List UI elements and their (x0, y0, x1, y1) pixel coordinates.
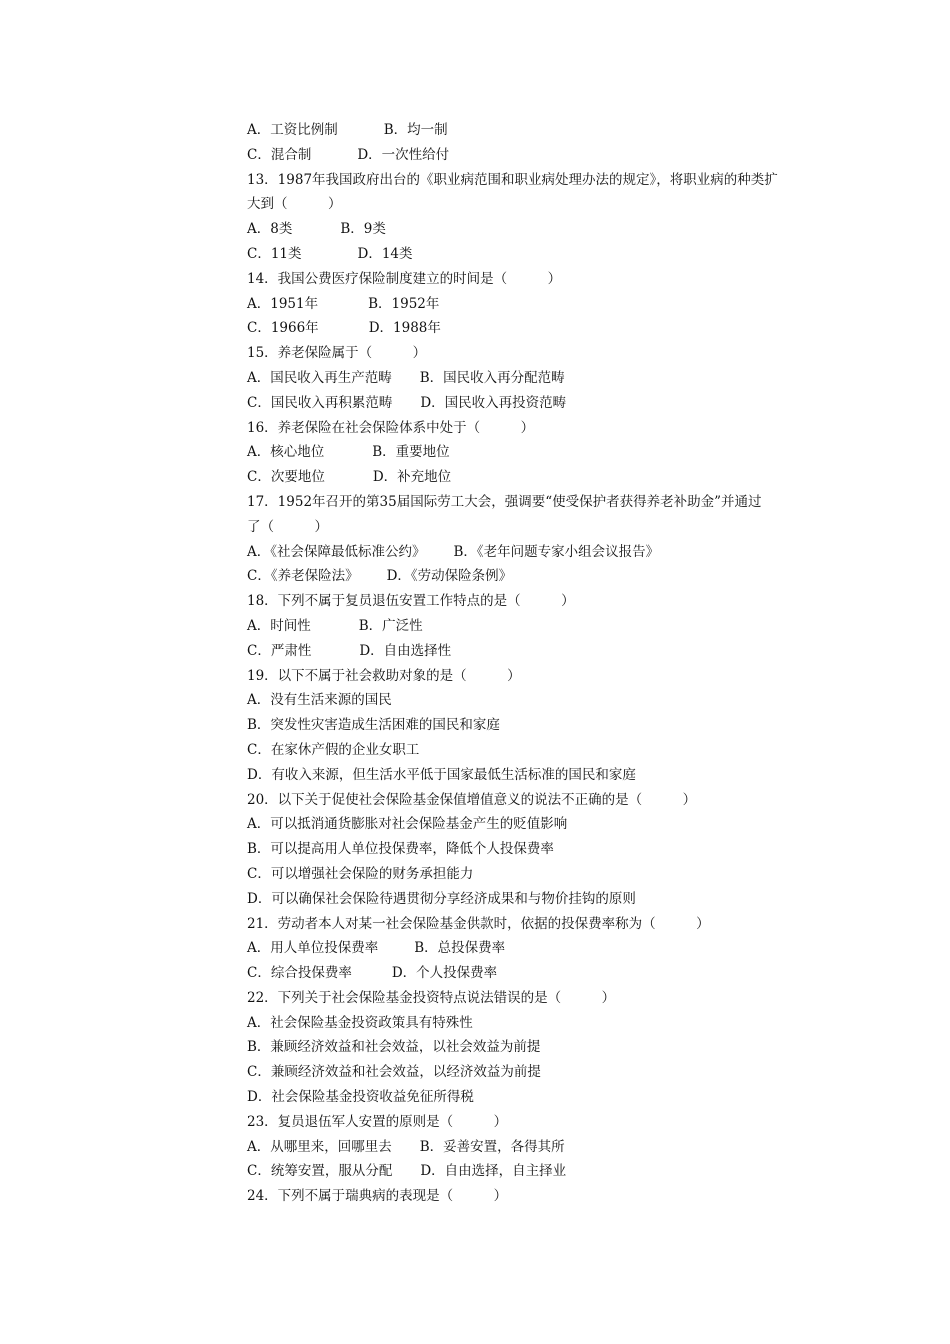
text-line: C．可以增强社会保险的财务承担能力 (247, 865, 474, 882)
option-row (247, 217, 807, 242)
option-row (247, 1135, 807, 1160)
option-row (247, 465, 807, 490)
option-left: A．时间性 (247, 617, 311, 634)
option-left: A．1951年 (247, 295, 319, 312)
option-left: A．核心地位 (247, 444, 325, 461)
option-left: A．8类 (247, 221, 293, 238)
option-left: C．1966年 (247, 320, 319, 337)
option-left: A．国民收入再生产范畴 (247, 369, 392, 386)
option-left: A．用人单位投保费率 (247, 940, 379, 957)
option-row (247, 614, 807, 639)
text-line: 了（ ） (247, 518, 328, 535)
option-right: D．补充地位 (372, 469, 452, 486)
option-right: D．国民收入再投资范畴 (420, 394, 567, 411)
option-row (247, 391, 807, 416)
option-row (247, 936, 807, 961)
text-line: A．社会保险基金投资政策具有特殊性 (247, 1014, 473, 1031)
question-stem: 21．劳动者本人对某一社会保险基金供款时，依据的投保费率称为（ ） (247, 915, 710, 932)
option-right: B．国民收入再分配范畴 (419, 369, 565, 386)
text-line: D．社会保险基金投资收益免征所得税 (247, 1089, 474, 1106)
option-row (247, 292, 807, 317)
option-right: D．一次性给付 (357, 146, 450, 163)
option-right: B．广泛性 (358, 617, 423, 634)
text-line: C．在家休产假的企业女职工 (247, 741, 420, 758)
option-right: B．9类 (340, 221, 386, 238)
option-left: C．综合投保费率 (247, 965, 352, 982)
option-row (247, 1159, 807, 1184)
question-stem: 17．1952年召开的第35届国际劳工大会，强调要“使受保护者获得养老补助金”并通过 (247, 493, 762, 510)
option-row (247, 639, 807, 664)
text-line: B．可以提高用人单位投保费率，降低个人投保费率 (247, 841, 554, 858)
option-left: C．统筹安置，服从分配 (247, 1163, 393, 1180)
option-right: B．总投保费率 (414, 940, 506, 957)
text-line: B．兼顾经济效益和社会效益，以社会效益为前提 (247, 1039, 541, 1056)
option-row (247, 961, 807, 986)
option-right: D．《劳动保险条例》 (386, 568, 513, 585)
question-stem: 18．下列不属于复员退伍安置工作特点的是（ ） (247, 593, 575, 610)
text-line: B．突发性灾害造成生活困难的国民和家庭 (247, 717, 500, 734)
option-row (247, 366, 807, 391)
question-stem: 15．养老保险属于（ ） (247, 345, 427, 362)
option-right: D．14类 (357, 245, 413, 262)
option-right: D．个人投保费率 (391, 965, 498, 982)
option-left: C．严肃性 (247, 642, 312, 659)
text-line: D．有收入来源，但生活水平低于国家最低生活标准的国民和家庭 (247, 766, 636, 783)
option-row (247, 316, 807, 341)
option-right: D．自由选择性 (359, 642, 452, 659)
option-right: B．均一制 (383, 122, 448, 138)
option-row (247, 143, 807, 168)
question-stem: 19．以下不属于社会救助对象的是（ ） (247, 667, 521, 684)
question-stem: 13．1987年我国政府出台的《职业病范围和职业病处理办法的规定》，将职业病的种类扩 (247, 171, 778, 188)
question-list (247, 118, 807, 1209)
option-right: B．《老年问题专家小组会议报告》 (453, 543, 660, 560)
text-line: A．没有生活来源的国民 (247, 692, 392, 709)
option-left: C．国民收入再积累范畴 (247, 394, 393, 411)
text-line: D．可以确保社会保险待遇贯彻分享经济成果和与物价挂钩的原则 (247, 890, 636, 907)
option-row (247, 540, 807, 565)
option-left: C．混合制 (247, 146, 312, 163)
option-right: B．重要地位 (372, 444, 450, 461)
text-line: 大到（ ） (247, 196, 342, 213)
option-row (247, 118, 807, 143)
option-left: A．从哪里来，回哪里去 (247, 1138, 392, 1155)
option-row (247, 440, 807, 465)
text-line: A．可以抵消通货膨胀对社会保险基金产生的贬值影响 (247, 816, 568, 833)
option-right: B．1952年 (368, 295, 440, 312)
option-right: D．1988年 (368, 320, 441, 337)
question-stem: 24．下列不属于瑞典病的表现是（ ） (247, 1188, 508, 1205)
option-left: A．《社会保障最低标准公约》 (247, 543, 426, 560)
text-line: C．兼顾经济效益和社会效益，以经济效益为前提 (247, 1064, 541, 1081)
option-left: C．次要地位 (247, 469, 325, 486)
option-left: A．工资比例制 (247, 122, 338, 138)
option-left: C．《养老保险法》 (247, 568, 359, 585)
question-stem: 16．养老保险在社会保险体系中处于（ ） (247, 419, 535, 436)
question-stem: 23．复员退伍军人安置的原则是（ ） (247, 1113, 508, 1130)
question-stem: 22．下列关于社会保险基金投资特点说法错误的是（ ） (247, 989, 616, 1006)
option-right: D．自由选择，自主择业 (420, 1163, 567, 1180)
option-left: C．11类 (247, 245, 302, 262)
question-stem: 14．我国公费医疗保险制度建立的时间是（ ） (247, 270, 562, 287)
question-stem: 20．以下关于促使社会保险基金保值增值意义的说法不正确的是（ ） (247, 791, 697, 808)
option-row (247, 242, 807, 267)
option-right: B．妥善安置，各得其所 (419, 1138, 565, 1155)
option-row (247, 564, 807, 589)
